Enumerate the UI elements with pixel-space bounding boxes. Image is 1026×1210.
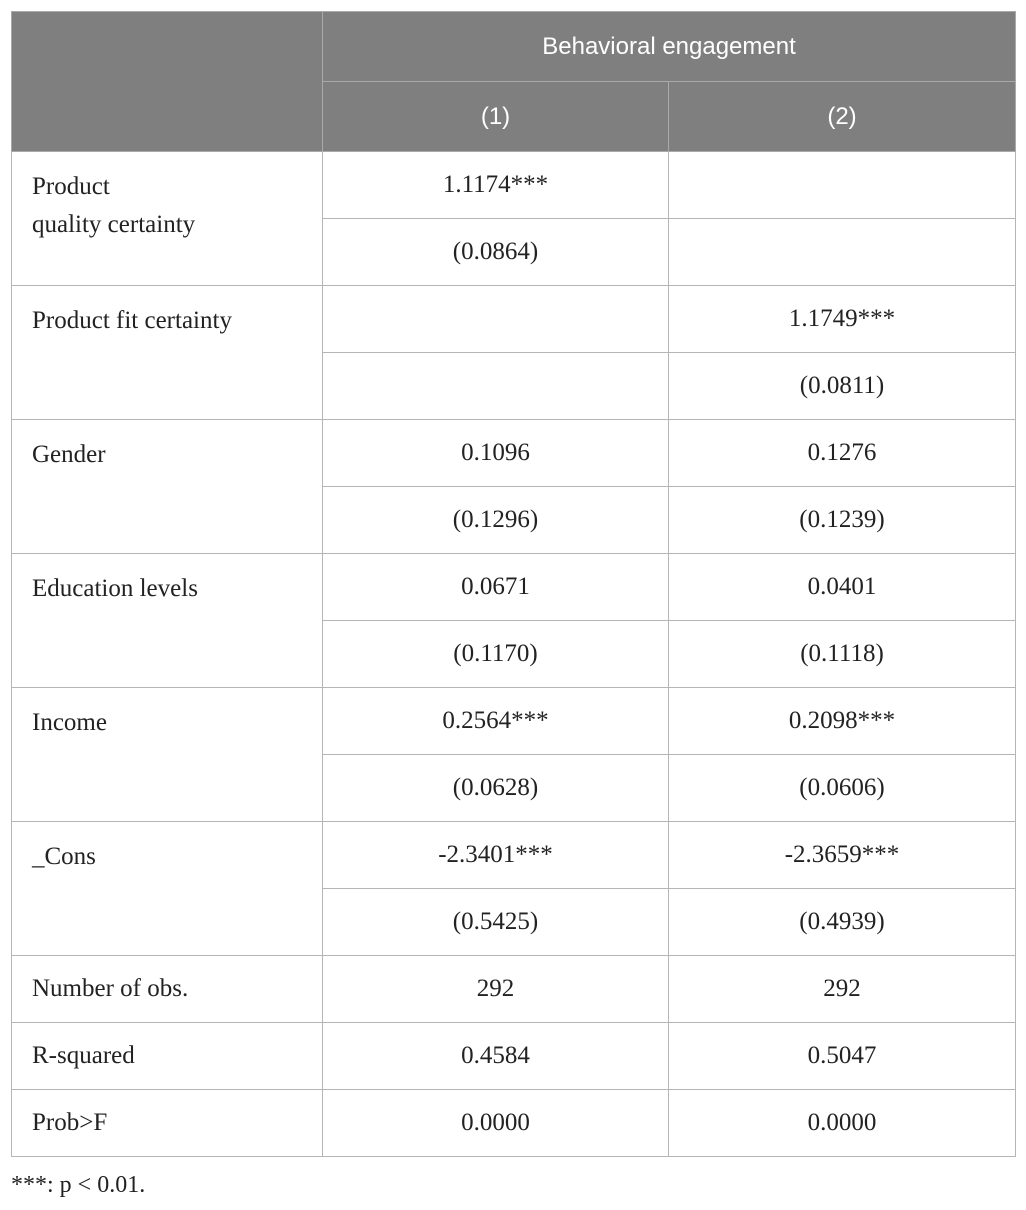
stat-label: Number of obs. bbox=[12, 956, 323, 1023]
stat-cell: 0.4584 bbox=[323, 1023, 669, 1090]
se-cell: (0.1170) bbox=[323, 621, 669, 688]
se-cell: (0.0864) bbox=[323, 219, 669, 286]
coef-cell: 0.0671 bbox=[323, 554, 669, 621]
stat-label: R-squared bbox=[12, 1023, 323, 1090]
table-row bbox=[12, 822, 1016, 889]
se-cell: (0.5425) bbox=[323, 889, 669, 956]
se-cell: (0.0811) bbox=[669, 353, 1016, 420]
row-label: _Cons bbox=[12, 822, 323, 956]
row-label bbox=[12, 152, 323, 286]
table-row bbox=[12, 420, 1016, 487]
coef-cell: 0.1276 bbox=[669, 420, 1016, 487]
header-col-2: (2) bbox=[669, 82, 1016, 152]
table-row bbox=[12, 554, 1016, 621]
coef-cell: 0.1096 bbox=[323, 420, 669, 487]
row-label-line: quality certainty bbox=[32, 211, 196, 238]
coef-cell: 1.1174*** bbox=[323, 152, 669, 219]
row-label: Product fit certainty bbox=[12, 286, 323, 420]
se-cell bbox=[669, 219, 1016, 286]
header-col-1: (1) bbox=[323, 82, 669, 152]
se-cell bbox=[323, 353, 669, 420]
coef-cell: -2.3659*** bbox=[669, 822, 1016, 889]
table-row bbox=[12, 688, 1016, 755]
stat-label: Prob>F bbox=[12, 1090, 323, 1157]
se-cell: (0.0606) bbox=[669, 755, 1016, 822]
se-cell: (0.1296) bbox=[323, 487, 669, 554]
stat-cell: 292 bbox=[669, 956, 1016, 1023]
stat-cell: 0.5047 bbox=[669, 1023, 1016, 1090]
se-cell: (0.1239) bbox=[669, 487, 1016, 554]
se-cell: (0.4939) bbox=[669, 889, 1016, 956]
header-row-group bbox=[12, 12, 1016, 82]
se-cell: (0.0628) bbox=[323, 755, 669, 822]
table-footnote: ***: p < 0.01. bbox=[11, 1172, 146, 1198]
table-row bbox=[12, 152, 1016, 219]
coef-cell bbox=[323, 286, 669, 353]
stats-row bbox=[12, 1090, 1016, 1157]
coef-cell: 0.0401 bbox=[669, 554, 1016, 621]
row-label-line: Product bbox=[32, 173, 110, 200]
stats-row bbox=[12, 956, 1016, 1023]
row-label: Education levels bbox=[12, 554, 323, 688]
stats-row bbox=[12, 1023, 1016, 1090]
se-cell: (0.1118) bbox=[669, 621, 1016, 688]
row-label: Gender bbox=[12, 420, 323, 554]
header-group-label: Behavioral engagement bbox=[323, 12, 1016, 82]
row-label: Income bbox=[12, 688, 323, 822]
stat-cell: 0.0000 bbox=[323, 1090, 669, 1157]
regression-table bbox=[11, 11, 1016, 1157]
coef-cell: -2.3401*** bbox=[323, 822, 669, 889]
stat-cell: 292 bbox=[323, 956, 669, 1023]
header-corner-cell bbox=[12, 12, 323, 152]
stat-cell: 0.0000 bbox=[669, 1090, 1016, 1157]
coef-cell: 0.2098*** bbox=[669, 688, 1016, 755]
coef-cell: 0.2564*** bbox=[323, 688, 669, 755]
coef-cell bbox=[669, 152, 1016, 219]
coef-cell: 1.1749*** bbox=[669, 286, 1016, 353]
table-row bbox=[12, 286, 1016, 353]
